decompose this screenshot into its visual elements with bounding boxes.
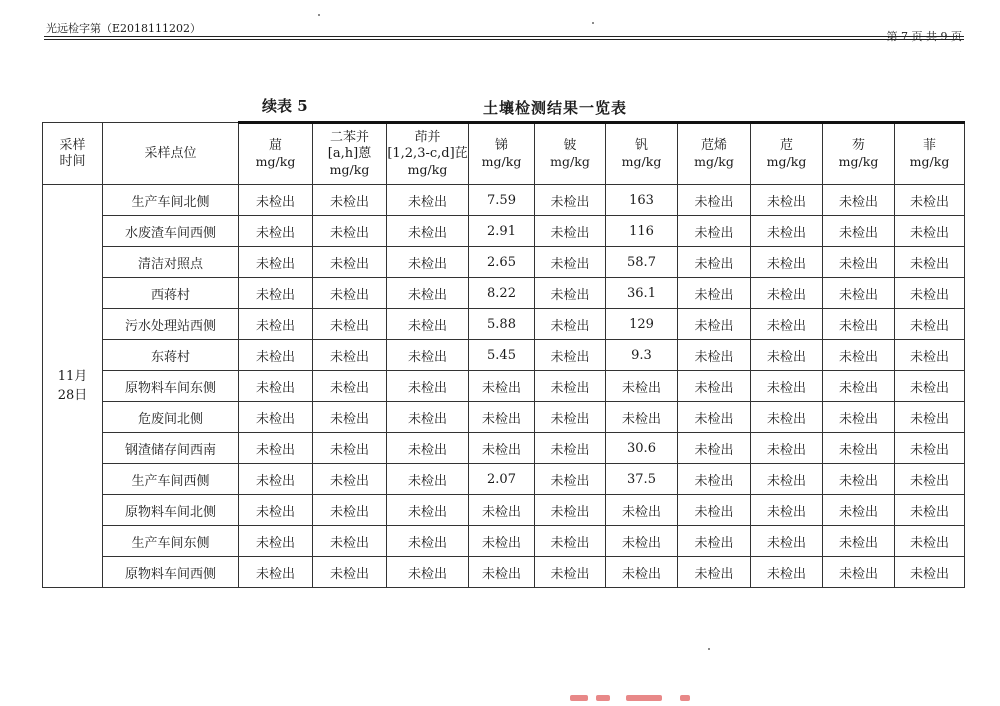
- value-cell: 未检出: [469, 433, 535, 464]
- value-cell: 未检出: [313, 278, 387, 309]
- value-cell: 8.22: [469, 278, 535, 309]
- site-cell: 原物料车间东侧: [103, 371, 239, 402]
- value-cell: 未检出: [895, 185, 965, 216]
- value-cell: 未检出: [535, 526, 606, 557]
- site-cell: 污水处理站西侧: [103, 309, 239, 340]
- value-cell: 未检出: [823, 309, 895, 340]
- value-cell: 未检出: [678, 247, 751, 278]
- value-cell: 未检出: [751, 185, 823, 216]
- site-cell: 水废渣车间西侧: [103, 216, 239, 247]
- value-cell: 未检出: [535, 464, 606, 495]
- col-header-acenaphthylene: 苊烯 mg/kg: [678, 123, 751, 185]
- value-cell: 未检出: [387, 526, 469, 557]
- value-cell: 未检出: [313, 371, 387, 402]
- col-header-site: 采样点位: [103, 123, 239, 185]
- value-cell: 未检出: [895, 433, 965, 464]
- value-cell: 30.6: [606, 433, 678, 464]
- value-cell: 未检出: [313, 247, 387, 278]
- value-cell: 未检出: [606, 526, 678, 557]
- value-cell: 未检出: [387, 557, 469, 588]
- col-header-phenanthrene: 菲 mg/kg: [895, 123, 965, 185]
- value-cell: 5.45: [469, 340, 535, 371]
- sampling-date-cell: 11月 28日: [43, 185, 103, 588]
- site-cell: 东蒋村: [103, 340, 239, 371]
- value-cell: 未检出: [239, 402, 313, 433]
- value-cell: 未检出: [535, 247, 606, 278]
- report-number: 光远检字第（E2018111202）: [46, 22, 202, 35]
- value-cell: 36.1: [606, 278, 678, 309]
- col-header-antimony: 锑 mg/kg: [469, 123, 535, 185]
- value-cell: 未检出: [387, 309, 469, 340]
- site-cell: 生产车间西侧: [103, 464, 239, 495]
- value-cell: 未检出: [387, 340, 469, 371]
- value-cell: 未检出: [535, 216, 606, 247]
- value-cell: 未检出: [823, 495, 895, 526]
- value-cell: 未检出: [895, 309, 965, 340]
- value-cell: 未检出: [535, 309, 606, 340]
- value-cell: 未检出: [678, 185, 751, 216]
- value-cell: 未检出: [751, 495, 823, 526]
- col-header-beryllium: 铍 mg/kg: [535, 123, 606, 185]
- page-info: 第 7 页 共 9 页: [886, 30, 962, 43]
- value-cell: 未检出: [535, 371, 606, 402]
- value-cell: 未检出: [895, 247, 965, 278]
- value-cell: 未检出: [895, 340, 965, 371]
- value-cell: 未检出: [313, 433, 387, 464]
- table-row: [43, 216, 965, 247]
- value-cell: 未检出: [387, 247, 469, 278]
- col-header-chrysene: 䓛 mg/kg: [239, 123, 313, 185]
- value-cell: 未检出: [313, 216, 387, 247]
- value-cell: 未检出: [313, 309, 387, 340]
- value-cell: 未检出: [823, 433, 895, 464]
- value-cell: 未检出: [751, 433, 823, 464]
- value-cell: 未检出: [469, 526, 535, 557]
- value-cell: 未检出: [751, 216, 823, 247]
- red-stamp-fragment: [568, 690, 718, 706]
- value-cell: 未检出: [823, 340, 895, 371]
- value-cell: 未检出: [387, 216, 469, 247]
- site-cell: 清洁对照点: [103, 247, 239, 278]
- value-cell: 未检出: [678, 433, 751, 464]
- value-cell: 未检出: [239, 464, 313, 495]
- value-cell: 未检出: [606, 402, 678, 433]
- site-cell: 西蒋村: [103, 278, 239, 309]
- value-cell: 5.88: [469, 309, 535, 340]
- value-cell: 未检出: [469, 371, 535, 402]
- value-cell: 未检出: [606, 371, 678, 402]
- site-cell: 生产车间北侧: [103, 185, 239, 216]
- value-cell: 未检出: [606, 557, 678, 588]
- table-label: 续表 5: [262, 97, 308, 115]
- value-cell: 未检出: [751, 402, 823, 433]
- stamp-mark: [570, 695, 588, 701]
- site-cell: 危废间北侧: [103, 402, 239, 433]
- table-row: [43, 247, 965, 278]
- value-cell: 未检出: [823, 526, 895, 557]
- value-cell: 未检出: [823, 371, 895, 402]
- value-cell: 未检出: [239, 216, 313, 247]
- value-cell: 未检出: [387, 371, 469, 402]
- value-cell: 未检出: [823, 216, 895, 247]
- value-cell: 7.59: [469, 185, 535, 216]
- value-cell: 未检出: [751, 309, 823, 340]
- col-header-fluorene: 芴 mg/kg: [823, 123, 895, 185]
- value-cell: 未检出: [678, 216, 751, 247]
- value-cell: 未检出: [239, 185, 313, 216]
- value-cell: 未检出: [239, 433, 313, 464]
- value-cell: 未检出: [387, 464, 469, 495]
- value-cell: 未检出: [313, 402, 387, 433]
- table-row: [43, 371, 965, 402]
- value-cell: 未检出: [313, 557, 387, 588]
- table-body: [43, 185, 965, 588]
- scan-speck: [708, 648, 710, 650]
- value-cell: 未检出: [895, 371, 965, 402]
- value-cell: 未检出: [823, 185, 895, 216]
- value-cell: 未检出: [535, 402, 606, 433]
- value-cell: 未检出: [239, 526, 313, 557]
- value-cell: 未检出: [678, 495, 751, 526]
- value-cell: 58.7: [606, 247, 678, 278]
- value-cell: 未检出: [678, 278, 751, 309]
- value-cell: 未检出: [535, 185, 606, 216]
- value-cell: 未检出: [678, 340, 751, 371]
- value-cell: 未检出: [387, 185, 469, 216]
- value-cell: 未检出: [895, 278, 965, 309]
- col-header-acenaphthene: 苊 mg/kg: [751, 123, 823, 185]
- value-cell: 未检出: [239, 309, 313, 340]
- value-cell: 未检出: [895, 526, 965, 557]
- value-cell: 未检出: [387, 278, 469, 309]
- table-row: [43, 433, 965, 464]
- value-cell: 未检出: [387, 402, 469, 433]
- table-row: [43, 309, 965, 340]
- value-cell: 未检出: [823, 278, 895, 309]
- value-cell: 116: [606, 216, 678, 247]
- stamp-mark: [596, 695, 610, 701]
- value-cell: 未检出: [895, 402, 965, 433]
- stamp-mark: [680, 695, 690, 701]
- table-row: [43, 402, 965, 433]
- site-cell: 原物料车间北侧: [103, 495, 239, 526]
- value-cell: 163: [606, 185, 678, 216]
- col-header-dibenz-anthracene: 二苯并 [a,h]蒽 mg/kg: [313, 123, 387, 185]
- value-cell: 未检出: [678, 526, 751, 557]
- table-row: [43, 278, 965, 309]
- value-cell: 未检出: [895, 495, 965, 526]
- scan-speck: [592, 22, 594, 24]
- value-cell: 未检出: [535, 557, 606, 588]
- value-cell: 未检出: [823, 247, 895, 278]
- table-row: [43, 464, 965, 495]
- value-cell: 未检出: [895, 216, 965, 247]
- value-cell: 未检出: [313, 495, 387, 526]
- value-cell: 未检出: [313, 464, 387, 495]
- col-header-time: 采样 时间: [43, 123, 103, 185]
- value-cell: 未检出: [535, 495, 606, 526]
- value-cell: 未检出: [751, 278, 823, 309]
- value-cell: 未检出: [823, 464, 895, 495]
- value-cell: 129: [606, 309, 678, 340]
- value-cell: 未检出: [678, 557, 751, 588]
- header-rule-top: [44, 36, 964, 37]
- site-cell: 生产车间东侧: [103, 526, 239, 557]
- value-cell: 未检出: [239, 278, 313, 309]
- scan-speck: [318, 14, 320, 16]
- value-cell: 未检出: [678, 371, 751, 402]
- value-cell: 未检出: [895, 557, 965, 588]
- value-cell: 未检出: [313, 526, 387, 557]
- value-cell: 未检出: [387, 495, 469, 526]
- soil-results-table: [42, 121, 965, 588]
- value-cell: 未检出: [751, 557, 823, 588]
- value-cell: 未检出: [751, 526, 823, 557]
- value-cell: 未检出: [535, 433, 606, 464]
- value-cell: 未检出: [535, 278, 606, 309]
- value-cell: 未检出: [823, 557, 895, 588]
- value-cell: 未检出: [313, 185, 387, 216]
- value-cell: 未检出: [469, 557, 535, 588]
- col-header-indeno-pyrene: 茚并 [1,2,3-c,d]芘 mg/kg: [387, 123, 469, 185]
- value-cell: 9.3: [606, 340, 678, 371]
- value-cell: 37.5: [606, 464, 678, 495]
- site-cell: 钢渣储存间西南: [103, 433, 239, 464]
- value-cell: 未检出: [239, 340, 313, 371]
- value-cell: 未检出: [823, 402, 895, 433]
- header-rule-bottom: [44, 39, 964, 40]
- value-cell: 未检出: [751, 464, 823, 495]
- value-cell: 2.65: [469, 247, 535, 278]
- table-row: [43, 526, 965, 557]
- value-cell: 未检出: [678, 309, 751, 340]
- value-cell: 未检出: [895, 464, 965, 495]
- value-cell: 未检出: [606, 495, 678, 526]
- table-row: [43, 495, 965, 526]
- value-cell: 2.07: [469, 464, 535, 495]
- value-cell: 未检出: [678, 464, 751, 495]
- table-row: [43, 185, 965, 216]
- value-cell: 未检出: [535, 340, 606, 371]
- value-cell: 未检出: [239, 557, 313, 588]
- col-header-vanadium: 钒 mg/kg: [606, 123, 678, 185]
- value-cell: 未检出: [469, 402, 535, 433]
- table-row: [43, 557, 965, 588]
- table-header-row: [43, 123, 965, 185]
- table-row: [43, 340, 965, 371]
- table-title: 土壤检测结果一览表: [483, 99, 628, 117]
- value-cell: 未检出: [751, 340, 823, 371]
- stamp-mark: [626, 695, 662, 701]
- value-cell: 未检出: [239, 495, 313, 526]
- value-cell: 未检出: [239, 371, 313, 402]
- value-cell: 未检出: [239, 247, 313, 278]
- site-cell: 原物料车间西侧: [103, 557, 239, 588]
- value-cell: 未检出: [469, 495, 535, 526]
- value-cell: 未检出: [313, 340, 387, 371]
- value-cell: 未检出: [751, 371, 823, 402]
- value-cell: 2.91: [469, 216, 535, 247]
- value-cell: 未检出: [751, 247, 823, 278]
- value-cell: 未检出: [678, 402, 751, 433]
- value-cell: 未检出: [387, 433, 469, 464]
